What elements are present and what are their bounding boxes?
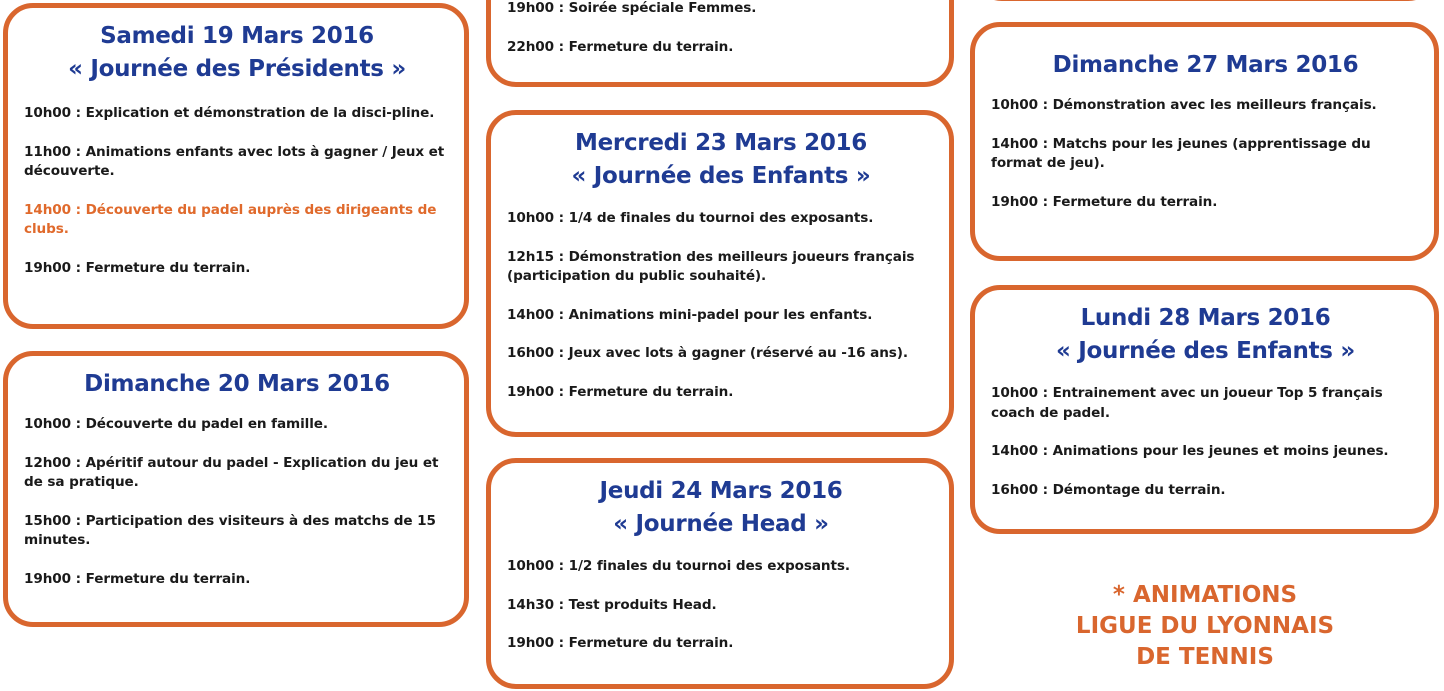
event-list xyxy=(24,415,450,589)
footnote-line-2: LIGUE DU LYONNAIS xyxy=(1075,613,1335,639)
event-item: 16h00 : Démontage du terrain. xyxy=(991,481,1226,498)
event-list xyxy=(507,0,935,57)
event-item: 19h00 : Fermeture du terrain. xyxy=(507,635,734,651)
box-subtitle: « Journée des Enfants » xyxy=(571,163,871,189)
event-item: 14h00 : Animations pour les jeunes et moins jeunes. xyxy=(991,443,1389,459)
box-title: Dimanche 20 Mars 2016 xyxy=(84,371,390,397)
schedule-box-mercredi-23 xyxy=(486,110,954,437)
schedule-box-dimanche-20 xyxy=(3,351,469,627)
event-item: 19h00 : Fermeture du terrain. xyxy=(24,570,251,587)
footnote-line-1: * ANIMATIONS xyxy=(1112,582,1298,608)
event-item: 14h00 : Matchs pour les jeunes (apprentissage du format de jeu). xyxy=(991,135,1371,171)
event-item: 11h00 : Animations enfants avec lots à gagner / Jeux et découverte. xyxy=(24,143,445,179)
schedule-box-dimanche-27 xyxy=(970,22,1439,261)
box-title: Dimanche 27 Mars 2016 xyxy=(1052,52,1359,78)
event-list xyxy=(24,104,450,278)
box-subtitle: « Journée des Enfants » xyxy=(1056,338,1355,364)
event-item: 10h00 : Explication et démonstration de la disci-pline. xyxy=(24,105,435,121)
schedule-box-samedi-19 xyxy=(3,3,469,329)
box-title: Lundi 28 Mars 2016 xyxy=(1080,305,1331,331)
event-item-highlighted: 14h00 : Découverte du padel auprès des dirigeants de clubs. xyxy=(24,201,437,237)
schedule-box-partial-top xyxy=(486,0,954,87)
animations-footnote xyxy=(1010,580,1400,673)
schedule-box-lundi-28 xyxy=(970,285,1439,534)
event-item: 19h00 : Fermeture du terrain. xyxy=(507,383,734,400)
event-item: 19h00 : Fermeture du terrain. xyxy=(24,259,251,276)
event-item: 16h00 : Jeux avec lots à gagner (réservé au -16 ans). xyxy=(507,345,908,361)
event-item: 14h30 : Test produits Head. xyxy=(507,596,717,613)
box-title: Mercredi 23 Mars 2016 xyxy=(575,130,867,156)
event-item: 15h00 : Participation des visiteurs à des matchs de 15 minutes. xyxy=(24,512,436,548)
event-item: 10h00 : Entrainement avec un joueur Top 5 français coach de padel. xyxy=(991,385,1383,421)
event-item: 10h00 : 1/2 finales du tournoi des exposants. xyxy=(507,558,850,574)
schedule-box-jeudi-24 xyxy=(486,458,954,689)
event-item: 14h00 : Animations mini-padel pour les enfants. xyxy=(507,306,873,323)
event-item: 19h00 : Soirée spéciale Femmes. xyxy=(507,0,757,16)
event-list xyxy=(507,557,935,654)
event-item: 10h00 : 1/4 de finales du tournoi des exposants. xyxy=(507,210,874,226)
box-title: Samedi 19 Mars 2016 xyxy=(100,23,374,49)
event-item: 12h00 : Apéritif autour du padel - Explication du jeu et de sa pratique. xyxy=(24,454,439,490)
box-subtitle: « Journée des Présidents » xyxy=(68,56,406,82)
box-subtitle: « Journée Head » xyxy=(613,511,829,537)
event-item: 10h00 : Découverte du padel en famille. xyxy=(24,416,328,432)
event-list xyxy=(991,384,1420,500)
event-list xyxy=(507,209,935,402)
schedule-box-partial-top-right xyxy=(972,0,1438,1)
event-item: 22h00 : Fermeture du terrain. xyxy=(507,38,734,55)
event-item: 19h00 : Fermeture du terrain. xyxy=(991,193,1218,210)
footnote-line-3: DE TENNIS xyxy=(1136,644,1274,670)
event-item: 10h00 : Démonstration avec les meilleurs français. xyxy=(991,97,1377,113)
event-item: 12h15 : Démonstration des meilleurs joueurs français (participation du public souhaité). xyxy=(507,248,915,284)
box-title: Jeudi 24 Mars 2016 xyxy=(599,478,843,504)
event-list xyxy=(991,96,1420,212)
